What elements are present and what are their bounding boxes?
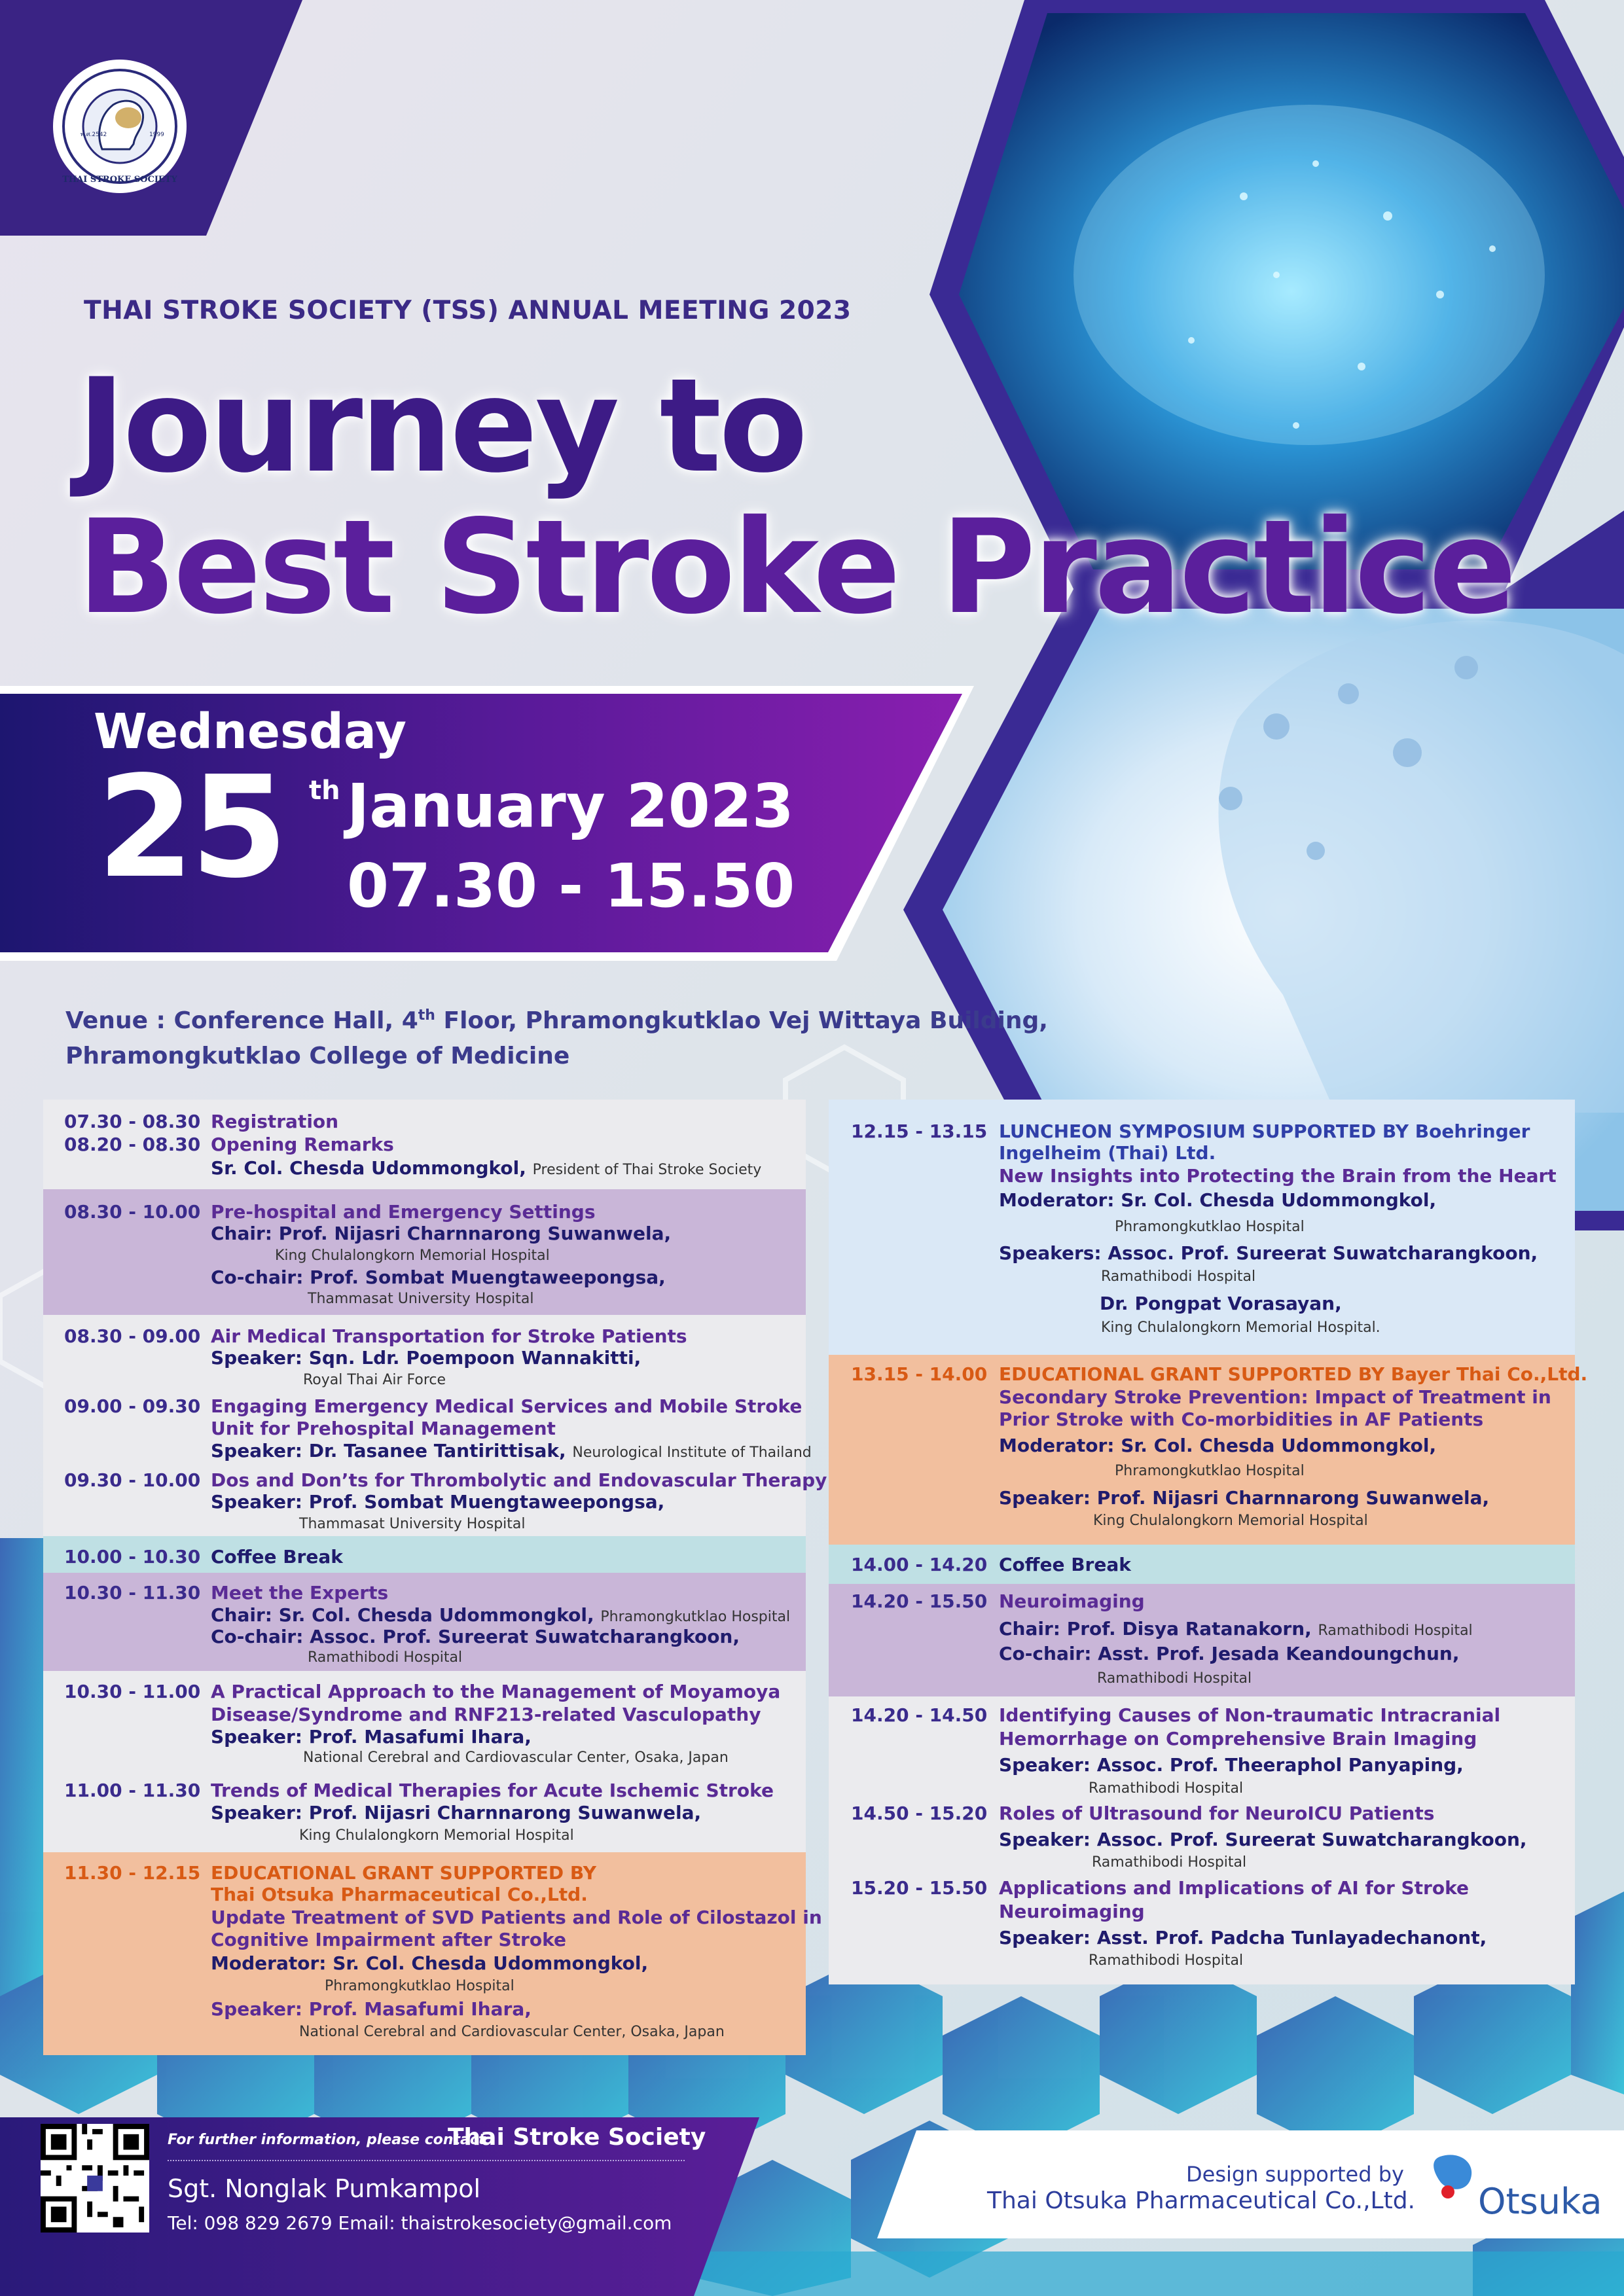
time-label: 14.20 - 15.50 bbox=[851, 1590, 988, 1612]
affiliation: Phramongkutklao Hospital bbox=[1115, 1463, 1305, 1479]
cochair-name: Co-chair: Prof. Sombat Muengtaweepongsa, bbox=[211, 1266, 666, 1288]
affiliation: Phramongkutklao Hospital bbox=[325, 1978, 514, 1994]
chair-name: Chair: Sr. Col. Chesda Udommongkol, bbox=[211, 1604, 594, 1626]
affiliation: King Chulalongkorn Memorial Hospital bbox=[1093, 1513, 1368, 1529]
event-time: 07.30 - 15.50 bbox=[347, 851, 795, 921]
time-label: 09.00 - 09.30 bbox=[64, 1395, 201, 1417]
grant-sponsor: Thai Otsuka Pharmaceutical Co.,Ltd. bbox=[211, 1884, 588, 1905]
svg-text:พ.ศ.2542: พ.ศ.2542 bbox=[81, 132, 107, 138]
speaker-name: Speaker: Prof. Masafumi Ihara, bbox=[211, 1998, 532, 2020]
session-title: Applications and Implications of AI for Stroke bbox=[999, 1877, 1469, 1899]
session-title: Air Medical Transportation for Stroke Patients bbox=[211, 1325, 687, 1347]
speaker: Sr. Col. Chesda Udommongkol, bbox=[211, 1157, 526, 1179]
time-label: 15.20 - 15.50 bbox=[851, 1877, 988, 1899]
affiliation: Ramathibodi Hospital bbox=[1097, 1670, 1252, 1687]
session-title: Disease/Syndrome and RNF213-related Vasculopathy bbox=[211, 1704, 761, 1725]
moderator-name: Moderator: Sr. Col. Chesda Udommongkol, bbox=[999, 1189, 1437, 1211]
contact-name: Sgt. Nonglak Pumkampol bbox=[168, 2174, 481, 2203]
affiliation: Ramathibodi Hospital bbox=[1089, 1952, 1244, 1969]
session-title: Update Treatment of SVD Patients and Role of Cilostazol in bbox=[211, 1907, 822, 1928]
chair-name: Chair: Prof. Nijasri Charnnarong Suwanwela, bbox=[211, 1223, 672, 1244]
affiliation: Ramathibodi Hospital bbox=[1318, 1623, 1473, 1639]
moderator-name: Moderator: Sr. Col. Chesda Udommongkol, bbox=[999, 1435, 1437, 1456]
session-title: Meet the Experts bbox=[211, 1582, 389, 1604]
venue bbox=[65, 998, 1048, 1074]
event-day: 25 bbox=[97, 746, 284, 909]
affiliation: President of Thai Stroke Society bbox=[532, 1162, 762, 1178]
affiliation: Royal Thai Air Force bbox=[303, 1372, 446, 1388]
session-title: Engaging Emergency Medical Services and Mobile Stroke bbox=[211, 1395, 803, 1417]
session-title: Neuroimaging bbox=[999, 1590, 1145, 1612]
affiliation: King Chulalongkorn Memorial Hospital bbox=[299, 1827, 574, 1844]
affiliation: Ramathibodi Hospital bbox=[1092, 1854, 1247, 1871]
qr-code-icon[interactable] bbox=[41, 2124, 149, 2233]
footer-divider bbox=[168, 2160, 685, 2161]
venue-line1-a: Venue : Conference Hall, 4 bbox=[65, 1007, 418, 1034]
title-line-1: Journey to bbox=[77, 350, 806, 501]
event-month-year: January 2023 bbox=[347, 771, 794, 841]
affiliation: National Cerebral and Cardiovascular Center, Osaka, Japan bbox=[299, 2024, 725, 2040]
time-label: 14.50 - 15.20 bbox=[851, 1803, 988, 1824]
chair-name: Chair: Prof. Disya Ratanakorn, bbox=[999, 1618, 1312, 1640]
affiliation: King Chulalongkorn Memorial Hospital. bbox=[1101, 1319, 1380, 1336]
session-title: Unit for Prehospital Management bbox=[211, 1418, 556, 1439]
moderator-name: Moderator: Sr. Col. Chesda Udommongkol, bbox=[211, 1952, 649, 1974]
cochair-name: Co-chair: Asst. Prof. Jesada Keandoungchun, bbox=[999, 1643, 1460, 1664]
time-label: 08.30 - 10.00 bbox=[64, 1201, 201, 1223]
time-label: 14.00 - 14.20 bbox=[851, 1554, 988, 1575]
contact-org: Thai Stroke Society bbox=[448, 2124, 706, 2151]
time-label: 12.15 - 13.15 bbox=[851, 1121, 988, 1142]
time-label: 10.00 - 10.30 bbox=[64, 1546, 201, 1568]
svg-text:THAI STROKE SOCIETY: THAI STROKE SOCIETY bbox=[62, 175, 177, 185]
meeting-subtitle: THAI STROKE SOCIETY (TSS) ANNUAL MEETING 2023 bbox=[84, 296, 852, 325]
design-label: Design supported by bbox=[1186, 2162, 1404, 2187]
time-label: 11.00 - 11.30 bbox=[64, 1780, 201, 1801]
speaker-name bbox=[211, 1157, 761, 1179]
affiliation: Neurological Institute of Thailand bbox=[572, 1444, 812, 1461]
session-title: Identifying Causes of Non-traumatic Intracranial bbox=[999, 1704, 1501, 1726]
session-title: Secondary Stroke Prevention: Impact of Treatment in bbox=[999, 1386, 1551, 1408]
speaker-name: Speaker: Prof. Sombat Muengtaweepongsa, bbox=[211, 1491, 665, 1513]
event-day-suffix: th bbox=[309, 776, 340, 806]
session-title: New Insights into Protecting the Brain from the Heart bbox=[999, 1165, 1557, 1187]
sponsor-label: Ingelheim (Thai) Ltd. bbox=[999, 1142, 1216, 1164]
speaker-name: Speaker: Assoc. Prof. Sureerat Suwatcharangkoon, bbox=[999, 1829, 1527, 1850]
speaker-name: Speaker: Prof. Nijasri Charnnarong Suwanwela, bbox=[999, 1487, 1490, 1509]
affiliation: King Chulalongkorn Memorial Hospital bbox=[275, 1247, 550, 1264]
speaker-name: Dr. Pongpat Vorasayan, bbox=[1100, 1293, 1342, 1314]
affiliation: Phramongkutklao Hospital bbox=[1115, 1219, 1305, 1235]
venue-line2: Phramongkutklao College of Medicine bbox=[65, 1043, 570, 1069]
session-title: Neuroimaging bbox=[999, 1901, 1145, 1922]
affiliation: National Cerebral and Cardiovascular Center, Osaka, Japan bbox=[303, 1749, 729, 1766]
contact-intro: For further information, please contact bbox=[168, 2132, 486, 2148]
time-label: 08.30 - 09.00 bbox=[64, 1325, 201, 1347]
cochair-name: Co-chair: Assoc. Prof. Sureerat Suwatcharangkoon, bbox=[211, 1626, 740, 1647]
session-title: Coffee Break bbox=[999, 1554, 1131, 1575]
time-label: 09.30 - 10.00 bbox=[64, 1469, 201, 1491]
grant-label: EDUCATIONAL GRANT SUPPORTED BY bbox=[211, 1862, 597, 1884]
session-title: Registration bbox=[211, 1111, 339, 1132]
venue-line1-b: Floor, Phramongkutklao Vej Wittaya Building, bbox=[435, 1007, 1048, 1034]
venue-floor-suffix: th bbox=[418, 1007, 435, 1024]
session-title: Roles of Ultrasound for NeuroICU Patients bbox=[999, 1803, 1435, 1824]
affiliation: Ramathibodi Hospital bbox=[1101, 1268, 1256, 1285]
session-title: Hemorrhage on Comprehensive Brain Imaging bbox=[999, 1728, 1477, 1749]
otsuka-logo-icon bbox=[1427, 2150, 1479, 2202]
tss-logo-icon bbox=[51, 58, 189, 195]
session-title: Coffee Break bbox=[211, 1546, 343, 1568]
time-label: 11.30 - 12.15 bbox=[64, 1862, 201, 1884]
otsuka-brand: Otsuka bbox=[1478, 2181, 1602, 2222]
event-weekday: Wednesday bbox=[94, 704, 406, 760]
session-title: Trends of Medical Therapies for Acute Ischemic Stroke bbox=[211, 1780, 774, 1801]
affiliation: Ramathibodi Hospital bbox=[1089, 1780, 1244, 1797]
svg-text:1999: 1999 bbox=[149, 132, 164, 138]
time-label: 14.20 - 14.50 bbox=[851, 1704, 988, 1726]
session-title: Opening Remarks bbox=[211, 1134, 394, 1155]
speaker-name: Speaker: Asst. Prof. Padcha Tunlayadechanont, bbox=[999, 1927, 1487, 1948]
sponsor-label: LUNCHEON SYMPOSIUM SUPPORTED BY Boehringer bbox=[999, 1121, 1530, 1142]
time-label: 10.30 - 11.30 bbox=[64, 1582, 201, 1604]
time-label: 10.30 - 11.00 bbox=[64, 1681, 201, 1702]
speaker-name: Speaker: Sqn. Ldr. Poempoon Wannakitti, bbox=[211, 1347, 641, 1369]
speaker-name: Speaker: Prof. Masafumi Ihara, bbox=[211, 1726, 532, 1748]
session-title: Dos and Don’ts for Thrombolytic and Endovascular Therapy bbox=[211, 1469, 827, 1491]
time-label: 08.20 - 08.30 bbox=[64, 1134, 201, 1155]
affiliation: Thammasat University Hospital bbox=[308, 1291, 534, 1307]
session-title: Pre-hospital and Emergency Settings bbox=[211, 1201, 596, 1223]
design-org: Thai Otsuka Pharmaceutical Co.,Ltd. bbox=[987, 2187, 1415, 2214]
contact-details[interactable]: Tel: 098 829 2679 Email: thaistrokesociety@gmail.com bbox=[168, 2212, 672, 2234]
speaker-name: Speaker: Assoc. Prof. Theeraphol Panyaping, bbox=[999, 1754, 1464, 1776]
speaker-name: Speaker: Prof. Nijasri Charnnarong Suwanwela, bbox=[211, 1802, 702, 1823]
affiliation: Phramongkutklao Hospital bbox=[600, 1609, 791, 1625]
speaker-name: Speaker: Dr. Tasanee Tantirittisak, bbox=[211, 1440, 566, 1462]
session-title: Prior Stroke with Co-morbidities in AF Patients bbox=[999, 1408, 1484, 1430]
time-label: 13.15 - 14.00 bbox=[851, 1363, 988, 1385]
speaker-name: Speakers: Assoc. Prof. Sureerat Suwatcharangkoon, bbox=[999, 1242, 1538, 1264]
grant-label: EDUCATIONAL GRANT SUPPORTED BY Bayer Thai Co.,Ltd. bbox=[999, 1363, 1588, 1385]
affiliation: Ramathibodi Hospital bbox=[308, 1649, 463, 1666]
time-label: 07.30 - 08.30 bbox=[64, 1111, 201, 1132]
title-line-2: Best Stroke Practice bbox=[77, 492, 1515, 643]
affiliation: Thammasat University Hospital bbox=[299, 1516, 526, 1532]
session-title: A Practical Approach to the Management of Moyamoya bbox=[211, 1681, 781, 1702]
session-title: Cognitive Impairment after Stroke bbox=[211, 1929, 566, 1950]
